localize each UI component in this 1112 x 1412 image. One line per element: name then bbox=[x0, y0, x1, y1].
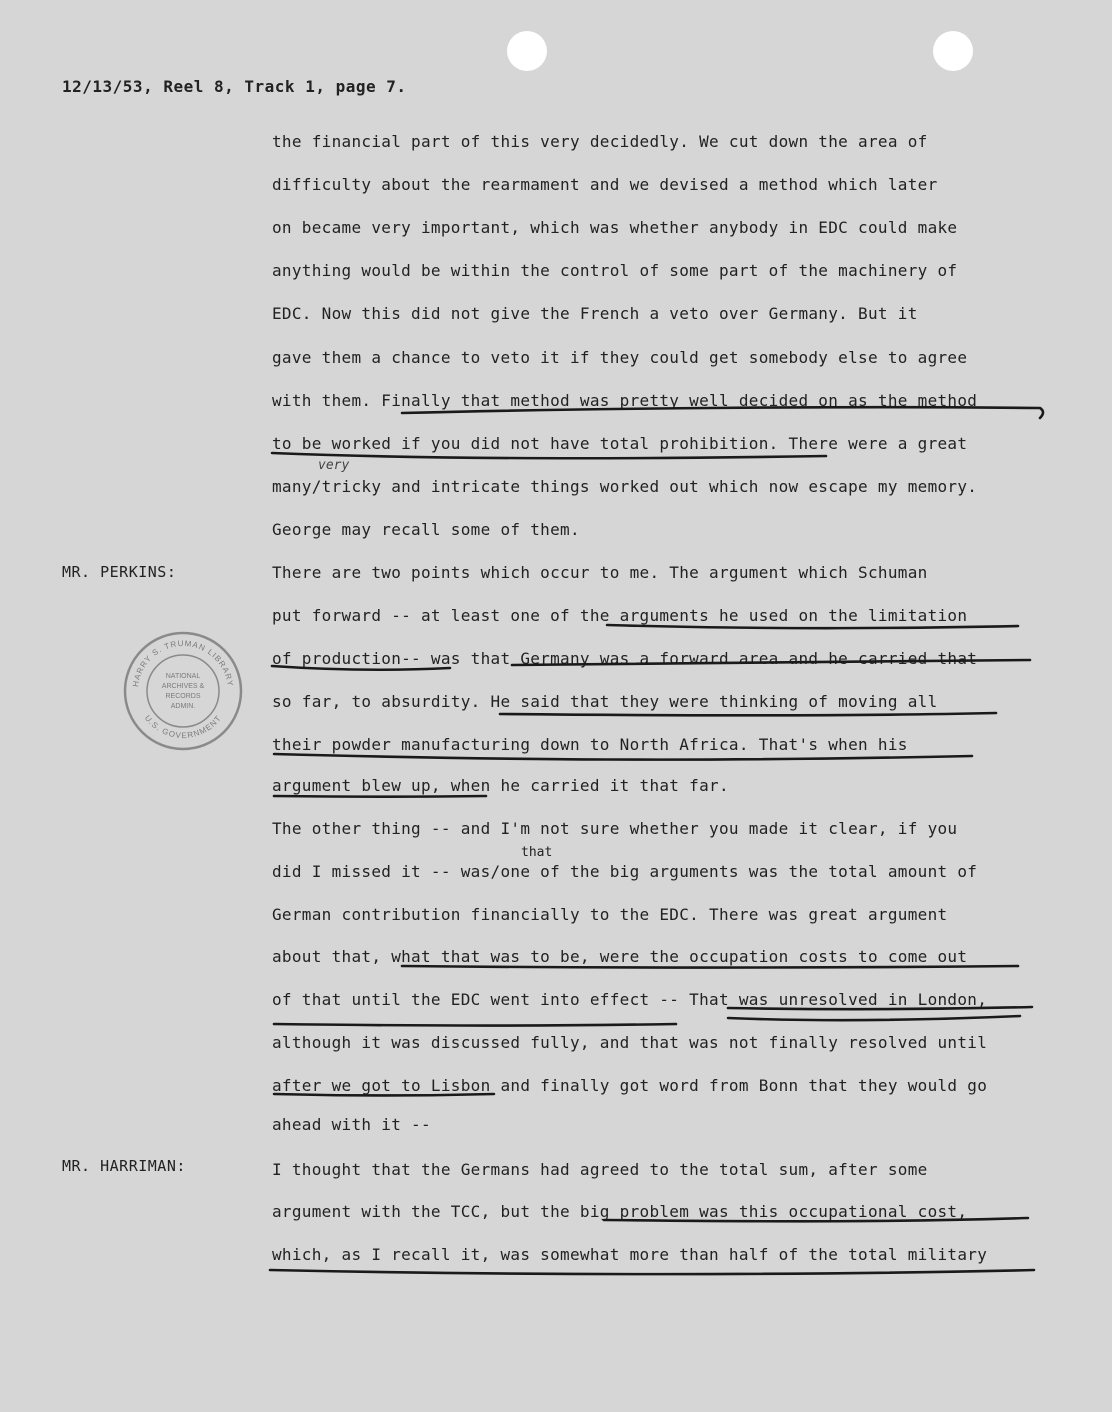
text-line: about that, what that was to be, were the occupation costs to come out bbox=[272, 947, 968, 966]
archive-stamp bbox=[122, 630, 244, 752]
svg-text:RECORDS: RECORDS bbox=[165, 693, 201, 700]
text-line: George may recall some of them. bbox=[272, 520, 580, 539]
text-line: so far, to absurdity. He said that they were thinking of moving all bbox=[272, 692, 938, 711]
text-line: German contribution financially to the EDC. There was great argument bbox=[272, 905, 948, 924]
text-line: their powder manufacturing down to North Africa. That's when his bbox=[272, 735, 908, 754]
text-line: argument blew up, when he carried it that far. bbox=[272, 776, 729, 795]
text-line: ahead with it -- bbox=[272, 1115, 431, 1134]
speaker-label-perkins: MR. PERKINS: bbox=[62, 563, 177, 581]
underline bbox=[274, 796, 486, 797]
underline bbox=[728, 1007, 1032, 1009]
text-line: anything would be within the control of some part of the machinery of bbox=[272, 261, 958, 280]
text-line: There are two points which occur to me. The argument which Schuman bbox=[272, 563, 928, 582]
underline bbox=[274, 1094, 494, 1096]
svg-text:ADMIN.: ADMIN. bbox=[170, 703, 196, 710]
handwritten-insert: very bbox=[318, 458, 350, 473]
text-line: with them. Finally that method was pretty well decided on as the method bbox=[272, 391, 978, 410]
text-line: gave them a chance to veto it if they could get somebody else to agree bbox=[272, 348, 968, 367]
svg-text:HARRY S. TRUMAN LIBRARY: HARRY S. TRUMAN LIBRARY bbox=[131, 638, 235, 688]
text-line: The other thing -- and I'm not sure whether you made it clear, if you bbox=[272, 819, 958, 838]
text-line: after we got to Lisbon and finally got word from Bonn that they would go bbox=[272, 1076, 988, 1095]
underline bbox=[402, 407, 1043, 418]
underline bbox=[272, 666, 450, 670]
underline bbox=[607, 625, 1018, 628]
underline bbox=[500, 713, 996, 715]
text-line: difficulty about the rearmament and we devised a method which later bbox=[272, 175, 938, 194]
text-line: put forward -- at least one of the arguments he used on the limitation bbox=[272, 606, 968, 625]
text-line: many/tricky and intricate things worked out which now escape my memory. bbox=[272, 477, 978, 496]
underline bbox=[512, 660, 1030, 665]
svg-text:U.S. GOVERNMENT: U.S. GOVERNMENT bbox=[142, 713, 224, 741]
underline bbox=[272, 453, 826, 458]
text-line: of production-- was that Germany was a forward area and he carried that bbox=[272, 649, 978, 668]
text-line: which, as I recall it, was somewhat more than half of the total military bbox=[272, 1245, 988, 1264]
typed-insert: that bbox=[521, 845, 553, 860]
underline bbox=[728, 1016, 1020, 1020]
page-header: 12/13/53, Reel 8, Track 1, page 7. bbox=[62, 77, 407, 96]
text-line: of that until the EDC went into effect -- That was unresolved in London, bbox=[272, 990, 988, 1009]
underline bbox=[270, 1270, 1034, 1274]
underline bbox=[274, 1024, 676, 1026]
text-line: although it was discussed fully, and that was not finally resolved until bbox=[272, 1033, 988, 1052]
text-line: the financial part of this very decidedly. We cut down the area of bbox=[272, 132, 928, 151]
underline bbox=[274, 754, 972, 760]
text-line: argument with the TCC, but the big problem was this occupational cost, bbox=[272, 1202, 968, 1221]
svg-text:ARCHIVES &: ARCHIVES & bbox=[161, 683, 205, 690]
text-line: did I missed it -- was/one of the big arguments was the total amount of bbox=[272, 862, 978, 881]
underline bbox=[604, 1218, 1028, 1221]
text-line: on became very important, which was whether anybody in EDC could make bbox=[272, 218, 958, 237]
svg-text:NATIONAL: NATIONAL bbox=[165, 673, 201, 680]
speaker-label-harriman: MR. HARRIMAN: bbox=[62, 1157, 186, 1175]
underline bbox=[402, 966, 1018, 968]
text-line: to be worked if you did not have total prohibition. There were a great bbox=[272, 434, 968, 453]
text-line: I thought that the Germans had agreed to the total sum, after some bbox=[272, 1160, 928, 1179]
text-line: EDC. Now this did not give the French a veto over Germany. But it bbox=[272, 304, 918, 323]
